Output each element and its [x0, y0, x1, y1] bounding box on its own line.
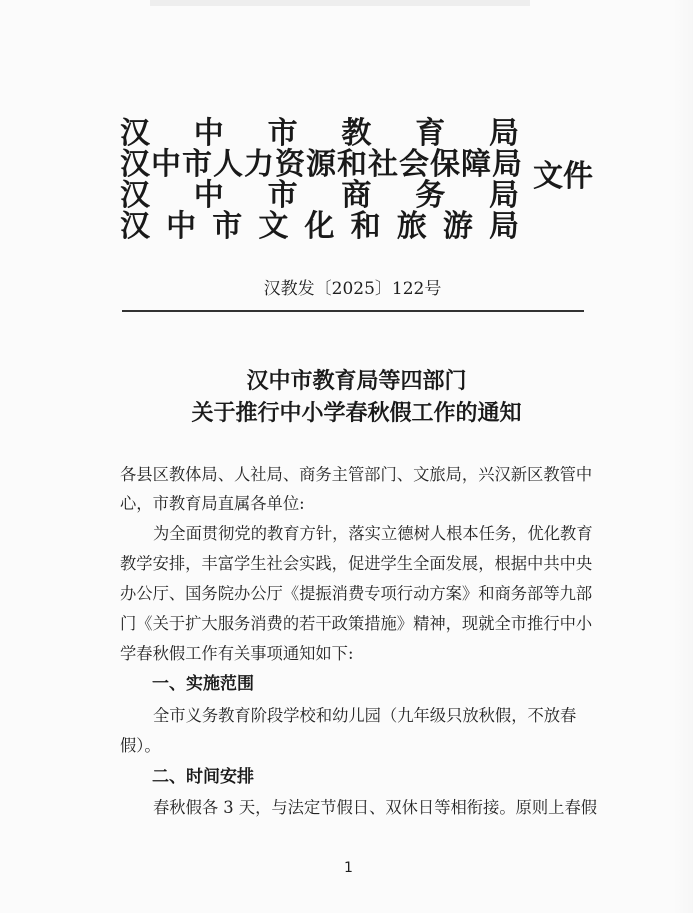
document-title-line-1: 汉中市教育局等四部门	[246, 368, 467, 394]
addressee-line-2: 心，市教育局直属各单位:	[120, 494, 305, 513]
header-divider	[122, 310, 584, 312]
document-number: 汉教发〔2025〕122号	[263, 279, 442, 299]
issuer-culture-tourism-bureau: 汉中市文化和旅游局	[120, 209, 520, 244]
intro-paragraph-line-5: 学春秋假工作有关事项通知如下:	[120, 644, 354, 663]
addressee-line-1: 各县区教体局、人社局、商务主管部门、文旅局，兴汉新区教管中	[120, 465, 593, 484]
paper-edge-shadow	[150, 0, 530, 6]
intro-paragraph-line-2: 教学安排，丰富学生社会实践，促进学生全面发展，根据中共中央	[120, 554, 593, 573]
intro-paragraph-line-3: 办公厅、国务院办公厅《提振消费专项行动方案》和商务部等九部	[120, 584, 593, 603]
document-title-line-2: 关于推行中小学春秋假工作的通知	[191, 400, 522, 426]
page-edge-shadow	[673, 0, 693, 913]
issuing-authorities	[120, 116, 523, 244]
section-heading-scope: 一、实施范围	[152, 674, 254, 694]
section-scope-line-2: 假）。	[120, 736, 161, 755]
issuer-hr-social-security-bureau: 汉中市人力资源和社会保障局	[120, 147, 523, 182]
issuer-commerce-bureau: 汉中市商务局	[120, 178, 520, 213]
document-type-label: 文件	[533, 159, 593, 194]
page-number: 1	[344, 860, 353, 876]
intro-paragraph-line-1: 为全面贯彻党的教育方针，落实立德树人根本任务，优化教育	[153, 524, 593, 543]
section-scope-line-1: 全市义务教育阶段学校和幼儿园（九年级只放秋假，不放春	[153, 706, 577, 725]
section-heading-schedule: 二、时间安排	[152, 767, 254, 787]
issuer-education-bureau: 汉中市教育局	[120, 116, 520, 151]
section-schedule-line-1: 春秋假各 3 天，与法定节假日、双休日等相衔接。原则上春假	[153, 798, 598, 817]
intro-paragraph-line-4: 门《关于扩大服务消费的若干政策措施》精神，现就全市推行中小	[120, 614, 593, 633]
